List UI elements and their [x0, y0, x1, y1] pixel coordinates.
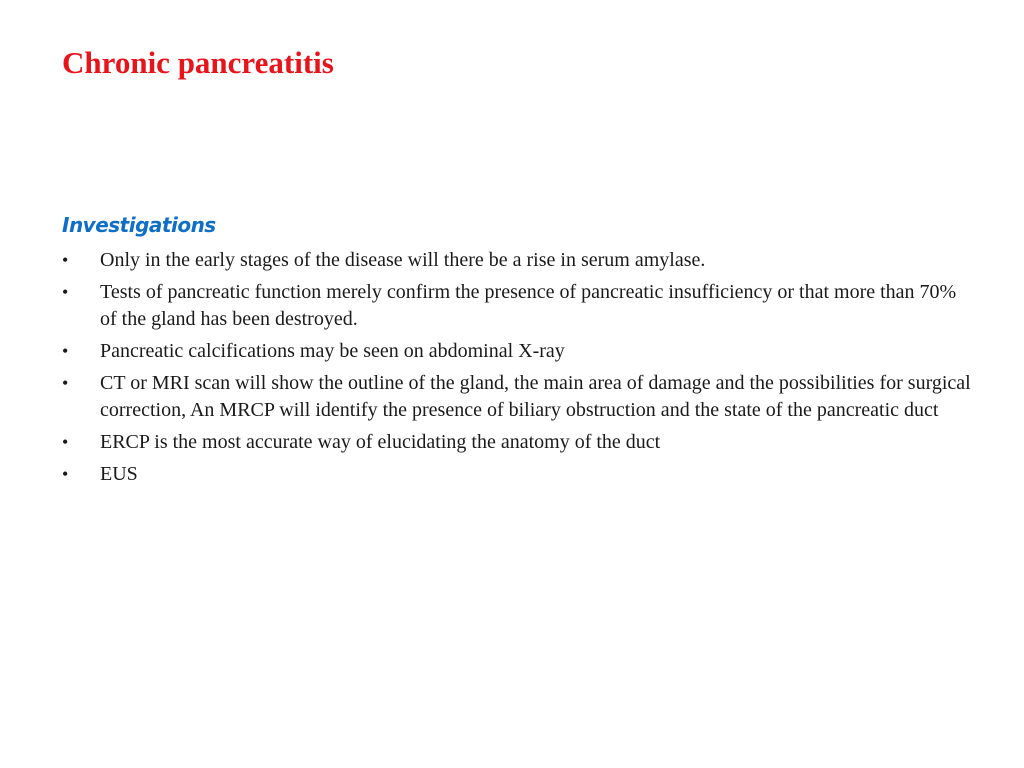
bullet-icon: • [62, 432, 69, 452]
bullet-text: EUS [100, 463, 138, 485]
list-item [62, 279, 972, 333]
slide-title: Chronic pancreatitis [62, 45, 334, 80]
bullet-text: Tests of pancreatic function merely confirm the presence of pancreatic insufficiency or that more than 70% of the gland has been destroyed. [100, 281, 957, 330]
bullet-icon: • [62, 282, 69, 302]
bullet-icon: • [62, 464, 69, 484]
list-item [62, 247, 972, 274]
bullet-text: ERCP is the most accurate way of elucidating the anatomy of the duct [100, 431, 661, 453]
list-item [62, 370, 972, 424]
bullet-text: Only in the early stages of the disease will there be a rise in serum amylase. [100, 249, 706, 271]
list-item [62, 461, 972, 488]
bullet-icon: • [62, 373, 69, 393]
list-item [62, 338, 972, 365]
list-item [62, 429, 972, 456]
bullet-icon: • [62, 341, 69, 361]
bullet-text: Pancreatic calcifications may be seen on abdominal X-ray [100, 340, 565, 362]
bullet-text: CT or MRI scan will show the outline of the gland, the main area of damage and the possibilities for surgical correction, An MRCP will identify the presence of biliary obstruction and the state of the pancreatic duct [100, 372, 971, 421]
bullet-list [62, 247, 972, 493]
bullet-icon: • [62, 250, 69, 270]
section-heading: Investigations [62, 213, 216, 237]
